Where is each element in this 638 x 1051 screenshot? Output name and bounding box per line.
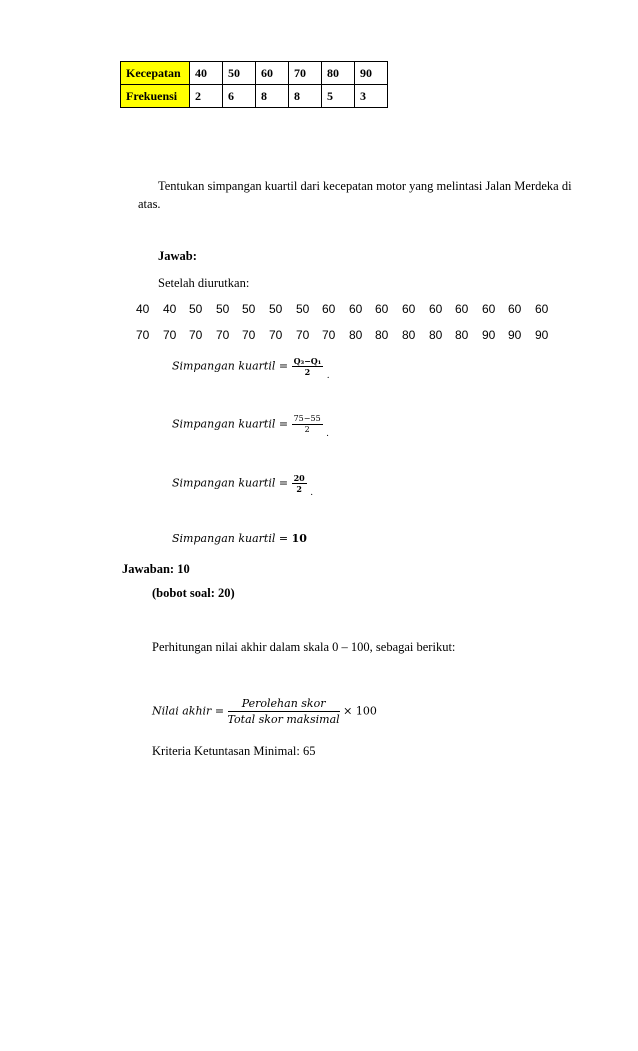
step-dot: . [326,370,330,381]
step-dot: . [310,487,314,498]
table-cell: 2 [190,85,223,108]
sorted-value: 70 [216,328,230,342]
sorted-value: 70 [322,328,336,342]
table-cell: 80 [322,62,355,85]
sorted-value: 50 [216,302,230,316]
frequency-table [120,61,388,108]
table-freq-label: Frekuensi [121,85,190,108]
formula-times: × 100 [343,704,377,718]
step-2 [172,414,330,439]
sorted-value: 80 [375,328,389,342]
table-cell: 40 [190,62,223,85]
table-header-label: Kecepatan [121,62,190,85]
final-score-formula [152,696,377,727]
step-result: 10 [291,532,307,545]
sorted-value: 90 [508,328,522,342]
sorted-value: 80 [429,328,443,342]
sorted-value: 50 [242,302,256,316]
sorted-value: 60 [375,302,389,316]
sorted-value: 70 [163,328,177,342]
scale-text: Perhitungan nilai akhir dalam skala 0 – 100, sebagai berikut: [152,640,456,654]
table-cell: 70 [289,62,322,85]
sorted-value: 60 [322,302,336,316]
formula-lhs: Nilai akhir = [152,704,225,718]
sorted-value: 60 [455,302,469,316]
question-line-2: atas. [138,197,161,211]
table-row [121,85,388,108]
table-cell: 90 [355,62,388,85]
equals-sign: = [278,532,289,545]
sorted-value: 50 [269,302,283,316]
sorted-value: 80 [402,328,416,342]
step-label: Simpangan kuartil [172,359,276,373]
step-label: Simpangan kuartil [172,476,276,490]
sorted-label: Setelah diurutkan: [158,276,250,290]
sorted-value: 50 [296,302,310,316]
question-line-1: Tentukan simpangan kuartil dari kecepatan motor yang melintasi Jalan Merdeka di [158,179,572,193]
kkm-text: Kriteria Ketuntasan Minimal: 65 [152,744,316,758]
sorted-value: 60 [402,302,416,316]
step-2-numerator: 75−55 [293,414,321,423]
sorted-value: 70 [189,328,203,342]
step-2-denominator: 2 [304,425,310,434]
sorted-value: 90 [535,328,549,342]
sorted-value: 40 [163,302,177,316]
step-1-numerator: Q₃−Q₁ [293,356,322,366]
table-cell: 6 [223,85,256,108]
table-cell: 8 [289,85,322,108]
weight-text: (bobot soal: 20) [152,586,235,600]
step-label: Simpangan kuartil [172,417,276,431]
formula-numerator: Perolehan skor [228,696,340,712]
formula-denominator: Total skor maksimal [227,713,340,726]
sorted-value: 80 [349,328,363,342]
equals-sign: = [278,417,289,431]
step-1-denominator: 2 [304,367,311,377]
table-cell: 8 [256,85,289,108]
sorted-value: 60 [349,302,363,316]
step-dot: . [326,428,330,439]
sorted-data-row-2 [136,328,556,344]
sorted-value: 70 [242,328,256,342]
equals-sign: = [278,359,289,373]
table-cell: 3 [355,85,388,108]
step-3-denominator: 2 [296,484,302,494]
sorted-value: 90 [482,328,496,342]
sorted-value: 60 [535,302,549,316]
step-4 [172,532,307,545]
step-3 [172,473,314,498]
step-3-numerator: 20 [293,473,305,483]
sorted-value: 80 [455,328,469,342]
step-label: Simpangan kuartil [172,532,276,545]
jawab-label: Jawab: [158,249,197,263]
sorted-value: 70 [296,328,310,342]
table-cell: 5 [322,85,355,108]
step-1 [172,356,330,381]
sorted-value: 60 [429,302,443,316]
answer-text: Jawaban: 10 [122,562,190,576]
table-cell: 50 [223,62,256,85]
sorted-value: 60 [482,302,496,316]
table-row [121,62,388,85]
table-cell: 60 [256,62,289,85]
sorted-data-row-1 [136,302,556,318]
sorted-value: 70 [136,328,150,342]
sorted-value: 60 [508,302,522,316]
sorted-value: 50 [189,302,203,316]
sorted-value: 70 [269,328,283,342]
sorted-value: 40 [136,302,150,316]
equals-sign: = [278,476,289,490]
